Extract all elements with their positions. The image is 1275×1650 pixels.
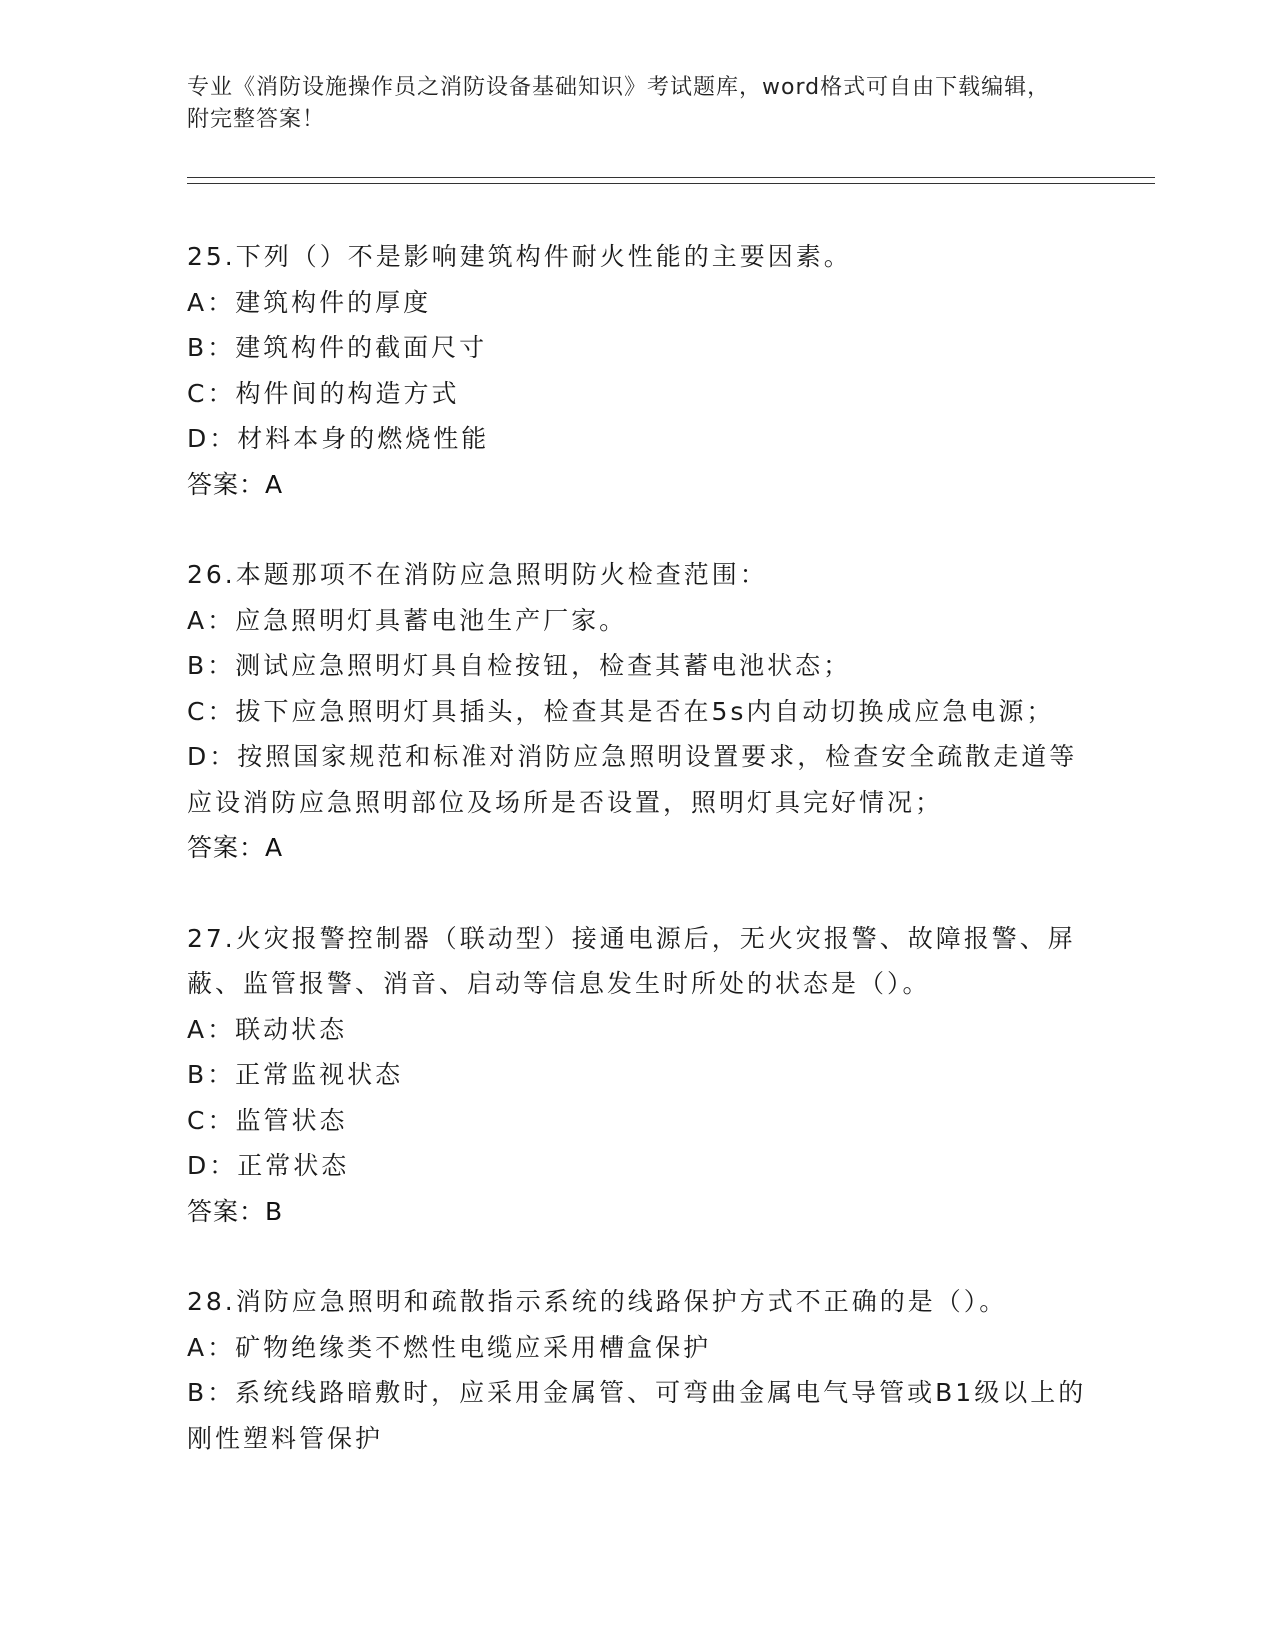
option-d: D：正常状态 (187, 1151, 350, 1180)
option-b: B：建筑构件的截面尺寸 (187, 333, 488, 362)
answer-label: 答案：A (187, 833, 284, 862)
header-divider-bottom (187, 183, 1155, 184)
option-d: D：材料本身的燃烧性能 (187, 424, 490, 453)
option-a: A：矿物绝缘类不燃性电缆应采用槽盒保护 (187, 1332, 712, 1362)
option-a: A：联动状态 (187, 1014, 348, 1044)
answer-label: 答案：A (187, 469, 284, 499)
question-25 (187, 234, 1087, 507)
option-c: C：构件间的构造方式 (187, 378, 460, 408)
option-a: A：建筑构件的厚度 (187, 287, 432, 317)
document-intro: 专业《消防设施操作员之消防设备基础知识》考试题库，word格式可自由下载编辑，附完整答案！ (187, 75, 1051, 132)
option-d: D：按照国家规范和标准对消防应急照明设置要求，检查安全疏散走道等应设消防应急照明部位及场所是否设置，照明灯具完好情况； (187, 742, 1078, 817)
answer-label: 答案：B (187, 1196, 284, 1226)
question-stem: 26.本题那项不在消防应急照明防火检查范围： (187, 560, 768, 589)
question-stem: 27.火灾报警控制器（联动型）接通电源后，无火灾报警、故障报警、屏蔽、监管报警、消音、启动等信息发生时所处的状态是（）。 (187, 923, 1076, 998)
option-b: B：测试应急照明灯具自检按钮，检查其蓄电池状态； (187, 651, 852, 680)
question-stem: 25.下列（）不是影响建筑构件耐火性能的主要因素。 (187, 242, 852, 271)
header-divider-top (187, 177, 1155, 178)
option-c: C：监管状态 (187, 1105, 348, 1135)
option-b: B：系统线路暗敷时，应采用金属管、可弯曲金属电气导管或B1级以上的刚性塑料管保护 (187, 1378, 1087, 1453)
question-26 (187, 552, 1087, 871)
option-c: C：拔下应急照明灯具插头，检查其是否在5s内自动切换成应急电源； (187, 696, 1055, 726)
question-stem: 28.消防应急照明和疏散指示系统的线路保护方式不正确的是（）。 (187, 1287, 1008, 1316)
question-27 (187, 916, 1087, 1235)
question-list (187, 234, 1087, 1506)
question-28 (187, 1279, 1087, 1461)
option-b: B：正常监视状态 (187, 1060, 404, 1089)
option-a: A：应急照明灯具蓄电池生产厂家。 (187, 605, 628, 635)
